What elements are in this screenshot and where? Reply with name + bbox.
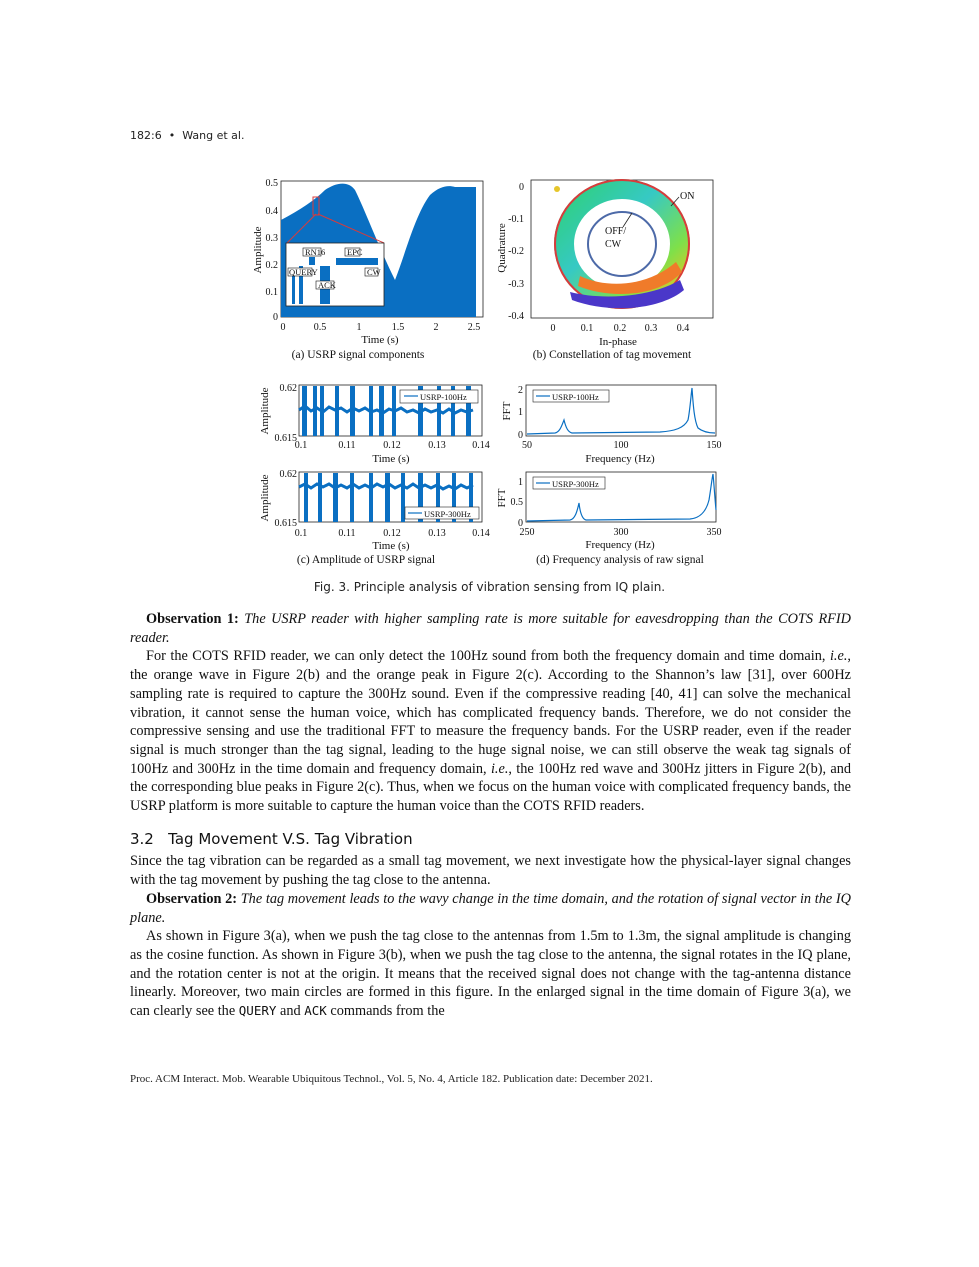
page-footer: Proc. ACM Interact. Mob. Wearable Ubiquitous Technol., Vol. 5, No. 4, Article 182. Publication date: December 2021. [130, 1073, 653, 1085]
c-legend-top: USRP-100Hz [420, 392, 467, 402]
b-ytick: -0.2 [508, 246, 524, 257]
text-span: , the 100Hz red wave and 300Hz jitters in Figure 2(b), and the corresponding blue peaks in Figure 2(c). Thus, when we focus on the human voice with complicated frequency bands, the USRP platform is more suitable to capture the human voice than the COTS RFID readers. [130, 760, 851, 815]
c-bottom-ytick: 0.62 [279, 469, 297, 480]
observation-2-title: Observation 2: [146, 890, 238, 907]
a-xtick: 1 [356, 322, 362, 333]
code-ack: ACK [304, 1003, 327, 1019]
d-legend-bottom: USRP-300Hz [552, 479, 599, 489]
paragraph: Since the tag vibration can be regarded as a small tag movement, we next investigate how the physical-layer signal changes with the tag movement by pushing the tag close to the antenna. [130, 853, 851, 889]
a-xtick: 2 [433, 322, 439, 333]
text-span: commands from the [326, 1003, 445, 1020]
d-top-ytick: 2 [518, 385, 523, 396]
d-top-ytick: 0 [518, 430, 523, 441]
b-ylabel: Quadrature [496, 223, 508, 273]
c-top-ytick: 0.615 [274, 433, 297, 444]
inset-label-epc: EPC [347, 247, 363, 257]
b-ytick: 0 [519, 182, 524, 193]
d-bottom-xlabel: Frequency (Hz) [585, 539, 655, 551]
paragraph [130, 647, 851, 815]
inset-label-cw: CW [367, 267, 381, 277]
d-top-ylabel: FFT [501, 401, 513, 421]
d-legend-top: USRP-100Hz [552, 392, 599, 402]
subplot-c [259, 383, 490, 566]
c-bottom-xlabel: Time (s) [372, 540, 410, 552]
c-legend-bottom: USRP-300Hz [424, 509, 471, 519]
c-caption: (c) Amplitude of USRP signal [296, 554, 436, 566]
c-top-ylabel: Amplitude [259, 387, 271, 435]
header-authors: Wang et al. [182, 129, 245, 142]
a-ylabel: Amplitude [252, 226, 264, 274]
text-span: For the COTS RFID reader, we can only detect the 100Hz sound from both the frequency domain and time domain, [146, 648, 826, 665]
c-bottom-ylabel: Amplitude [259, 474, 271, 522]
d-bottom-xtick: 250 [519, 527, 535, 538]
c-bottom-xtick: 0.1 [294, 528, 308, 539]
text-span: i.e. [490, 760, 509, 777]
c-top-xlabel: Time (s) [372, 453, 410, 465]
a-ytick: 0 [273, 312, 278, 323]
b-caption: (b) Constellation of tag movement [532, 349, 692, 361]
header-bullet: • [168, 129, 176, 142]
d-top-xlabel: Frequency (Hz) [585, 453, 655, 465]
a-ytick: 0.5 [265, 178, 278, 189]
section-number: 3.2 [130, 829, 154, 848]
c-bottom-ytick: 0.615 [274, 518, 297, 529]
a-caption: (a) USRP signal components [291, 349, 425, 361]
d-bottom-ytick: 1 [518, 477, 523, 488]
d-top-xtick: 50 [522, 440, 532, 451]
observation-1-title: Observation 1: [146, 611, 239, 627]
observation-2 [130, 890, 851, 927]
d-bottom-xtick: 350 [706, 527, 722, 538]
d-caption: (d) Frequency analysis of raw signal [536, 554, 704, 566]
b-ytick: -0.4 [508, 311, 524, 322]
body-text [130, 610, 851, 1021]
d-bottom-ytick: 0.5 [510, 497, 523, 508]
page-ref: 182:6 [130, 129, 162, 142]
observation-1 [130, 610, 851, 647]
c-top-xtick: 0.1 [294, 440, 308, 451]
text-span: i.e. [829, 648, 848, 665]
subplot-a [252, 178, 483, 361]
c-bottom-xtick: 0.13 [428, 528, 446, 539]
paragraph [130, 927, 851, 1021]
c-bottom-xtick: 0.12 [383, 528, 401, 539]
b-ytick: -0.3 [508, 279, 524, 290]
d-top-xtick: 100 [613, 440, 629, 451]
a-xtick: 1.5 [391, 322, 405, 333]
text-span: and [276, 1003, 305, 1020]
b-xtick: 0.4 [676, 323, 690, 334]
a-xtick: 0.5 [313, 322, 327, 333]
c-bottom-xtick: 0.14 [472, 528, 490, 539]
b-xtick: 0.2 [613, 323, 627, 334]
a-xtick: 0 [280, 322, 286, 333]
section-title: Tag Movement V.S. Tag Vibration [168, 829, 413, 848]
b-ytick: -0.1 [508, 214, 524, 225]
c-top-xtick: 0.11 [338, 440, 356, 451]
text-span: As shown in Figure 3(a), when we push the tag close to the antennas from 1.5m to 1.3m, the signal amplitude is changing as the cosine function. As shown in Figure 3(b), when we push the tag close to the antenna, the signal rotates in the IQ plane, and the rotation center is not at the origin. It means that the received signal does not change with the tag-antenna distance linearly. Moreover, two main circles are formed in this figure. In the enlarged signal in the time domain of Figure 3(a), we can clearly see the [130, 928, 851, 1020]
observation-1-claim: The USRP reader with higher sampling rate is more suitable for eavesdropping than the COTS RFID reader. [130, 611, 851, 646]
b-xlabel: In-phase [599, 336, 637, 348]
c-top-ytick: 0.62 [279, 383, 297, 394]
a-xlabel: Time (s) [361, 334, 399, 346]
c-bottom-xtick: 0.11 [338, 528, 356, 539]
section-heading [130, 830, 851, 849]
b-xtick: 0.3 [644, 323, 658, 334]
d-top-ytick: 1 [518, 407, 523, 418]
d-top-xtick: 150 [706, 440, 722, 451]
d-bottom-ylabel: FFT [496, 488, 508, 508]
figure-caption: Fig. 3. Principle analysis of vibration sensing from IQ plain. [313, 580, 666, 594]
inset-label-rn16: RN16 [305, 247, 326, 257]
a-ytick: 0.3 [265, 233, 278, 244]
text-span: , the orange wave in Figure 2(b) and the orange peak in Figure 2(c). According to the Shannon’s law [31], over 600Hz sampling rate is required to capture the 300Hz sound. Even if the compressive reading [40, 41] can solve the mechanical vibration, it cannot sense the human voice, which has complicated frequency bands. Therefore, we do not consider the compressive sensing and use the traditional FFT to measure the frequency bands. For the USRP reader, even if the reader signal is much stronger than the tag signal, leading to the huge signal noise, we can still observe the weak tag signals of 100Hz and 300Hz in the time domain and frequency domain, [130, 648, 851, 777]
label-on: ON [680, 191, 695, 202]
inset-label-query: QUERY [289, 267, 318, 277]
b-xtick: 0.1 [580, 323, 594, 334]
c-top-xtick: 0.12 [383, 440, 401, 451]
b-xtick: 0 [550, 323, 556, 334]
a-ytick: 0.4 [265, 206, 278, 217]
a-ytick: 0.2 [265, 260, 278, 271]
c-top-xtick: 0.13 [428, 440, 446, 451]
d-bottom-ytick: 0 [518, 518, 523, 529]
d-bottom-xtick: 300 [613, 527, 629, 538]
code-query: QUERY [238, 1003, 277, 1019]
observation-2-claim: The tag movement leads to the wavy change in the time domain, and the rotation of signal vector in the IQ plane. [130, 890, 851, 926]
c-top-xtick: 0.14 [472, 440, 490, 451]
inset-label-ack: ACK [318, 280, 336, 290]
a-xtick: 2.5 [467, 322, 481, 333]
label-cw: CW [605, 239, 622, 250]
subplot-d [496, 385, 722, 566]
label-off: OFF/ [605, 226, 627, 237]
figure-3 [0, 0, 979, 600]
subplot-b [496, 180, 713, 361]
a-ytick: 0.1 [265, 287, 278, 298]
